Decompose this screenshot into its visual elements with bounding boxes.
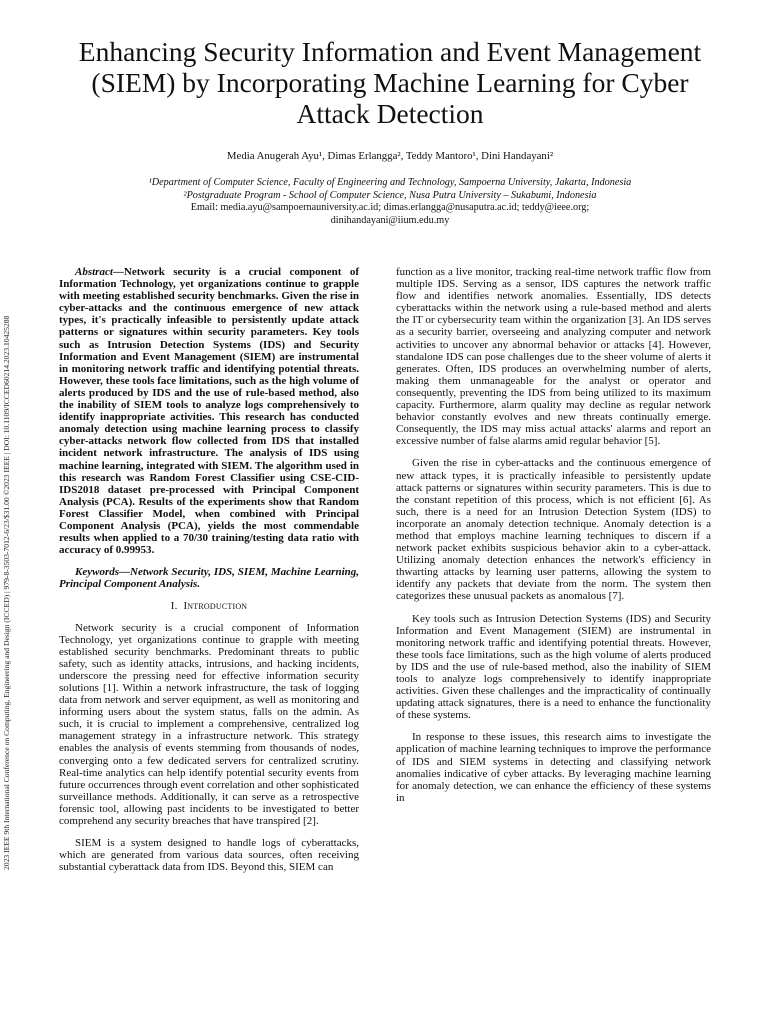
- ieee-citation-sidebar: [2, 150, 20, 870]
- abstract: [59, 266, 359, 556]
- citation-text: 2023 IEEE 9th International Conference on Computing, Engineering and Design (ICCED) | 979-8-3503-7012-6/23/$31.00 ©2023 IEEE | DOI: 10.1109/ICCED60214.2023.10425288: [2, 315, 11, 870]
- email-line-1: Email: media.ayu@sampoernauniversity.ac.id; dimas.erlangga@nusaputra.ac.id; teddy@ieee.org;: [190, 202, 590, 213]
- abstract-text: —Network security is a crucial component of Information Technology, yet organizations continue to grapple with meeting established security benchmarks. Given the rise in cyber-attacks and the continuous emergence of new attack types, it's practically infeasible to persistently update attack patterns or signatures within security parameters. Key tools such as Intrusion Detection Systems (IDS) and Security Information and Event Management (SIEM) are instrumental in monitoring network traffic and identifying potential threats. However, these tools face limitations, such as the high volume of alerts produced by IDS and the use of rule-based method, also the inability of SIEM tools to analyze logs comprehensively to identify inappropriate activities. This research has conducted anomaly detection using machine learning process to classify cyber-attacks network flow collected from IDS that installed incident network infrastructure. The analysis of IDS using machine learning, integrated with SIEM. The algorithm used in this research was Random Forest Classifier using CSE-CID-IDS2018 dataset pre-processed with Principal Component Analysis (PCA). Results of the experiments show that Random Forest Classifier Model, when combined with Principal Component Analysis (PCA), yields the most commendable results when applied to a 70/30 training/testing data ratio with accuracy of 0.99953.: [59, 266, 359, 557]
- email-line-2: dinihandayani@iium.edu.my: [330, 214, 450, 226]
- affiliation-1: ¹Department of Computer Science, Faculty of Engineering and Technology, Sampoerna University, Jakarta, Indonesia: [148, 177, 632, 188]
- paragraph: Key tools such as Intrusion Detection Systems (IDS) and Security Information and Event Management (SIEM) are instrumental in monitoring network traffic and identifying potential threats. However, these tools face limitations, such as the high volume of alerts produced by IDS and the use of rule-based method, also the inability of SIEM tools to analyze logs comprehensively to identify inappropriate activities. Given these challenges and the impracticality of continually updating attack signatures, there is a need to enhance the functionality of these systems.: [396, 612, 711, 722]
- affiliation-2: ²Postgraduate Program - School of Computer Science, Nusa Putra University – Sukabumi, Indonesia: [183, 189, 597, 201]
- paragraph: Network security is a crucial component of Information Technology, yet organizations continue to grapple with meeting established security benchmarks. Predominant threats to public safety, such as identity attacks, intrusions, and hacking incidents, underscore the pressing need for effective information security solutions [1]. Within a network infrastructure, the task of logging data from network and server equipment, as well as monitoring and informing users about the system status, falls on the admin. As such, it is crucial to implement a comprehensive, centralized log management strategy in a infrastructure network. This strategy enables the analysis of events stemming from thousands of nodes, converging onto a few dedicated servers for centralized scrutiny. Real-time analytics can help identify potential security events from future occurrences through event correlation and other sophisticated surveillance methods. Additionally, it can serve as a retrospective forensic tool, allowing past incidents to be investigated to better comprehend any security breaches that have transpired [2].: [59, 621, 359, 828]
- paragraph: Given the rise in cyber-attacks and the continuous emergence of new attack types, it is practically infeasible to persistently update attack patterns or signatures within security parameters. This is due to the constant repetition of this process, which is not efficient [6]. As such, there is a need for an Intrusion Detection System (IDS) to incorporate an anomaly detection technique. Anomaly detection is a method that employs machine learning techniques to discern if a network packet exhibits suspicious behavior akin to a cyber-attack. Utilizing anomaly detection enhances the network's efficiency in thwarting attacks by learning user patterns, allowing the system to identify any packets that deviate from the norm. The system then categorizes these unusual packets as anomalous [7].: [396, 457, 711, 603]
- section-heading-introduction: [59, 600, 359, 612]
- right-column: [396, 266, 711, 814]
- abstract-label: Abstract: [75, 266, 113, 278]
- left-column: [59, 266, 359, 883]
- affiliations: [70, 177, 710, 227]
- author-list: Media Anugerah Ayu¹, Dimas Erlangga², Teddy Mantoro¹, Dini Handayani²: [226, 150, 554, 162]
- paragraph: SIEM is a system designed to handle logs of cyberattacks, which are generated from various data sources, often receiving substantial cyberattack data from IDS. Beyond this, SIEM can: [59, 837, 359, 874]
- paragraph: In response to these issues, this research aims to investigate the application of machine learning techniques to improve the performance of IDS and SIEM systems in detecting and classifying network anomalies indicative of cyber attacks. By leveraging machine learning for anomaly detection, we can enhance the efficiency of these systems in: [396, 731, 711, 804]
- paragraph: function as a live monitor, tracking real-time network traffic flow from multiple IDS. Serving as a sensor, IDS captures the network traffic flow and identifies network anomalies. Essentially, IDS detects cyberattacks within the network using a rule-based method and alerts the IT or cybersecurity team within the organization [3]. An IDS serves as a security barrier, overseeing and analyzing computer and network activities to uncover any abnormal behavior or attacks [4]. However, standalone IDS can pose challenges due to the sheer volume of alerts it generates. Often, IDS produces an overwhelming number of alerts, making them unmanageable for the analyst or operator and consequently, preventing the IDS from being utilized to its maximum capacity. Furthermore, alarm quality may decline as regular network behavior constantly evolves and new threats continually emerge. Consequently, the IDS may miss actual attacks' alarms and report an excessive number of false alarms amid regular behavior [5].: [396, 266, 711, 448]
- paper-title: Enhancing Security Information and Event Management (SIEM) by Incorporating Machine Learning for Cyber Attack Detection: [78, 36, 702, 129]
- section-title: Introduction: [183, 600, 248, 613]
- section-number: I.: [170, 600, 178, 613]
- keywords: Keywords—Network Security, IDS, SIEM, Machine Learning, Principal Component Analysis.: [59, 566, 359, 591]
